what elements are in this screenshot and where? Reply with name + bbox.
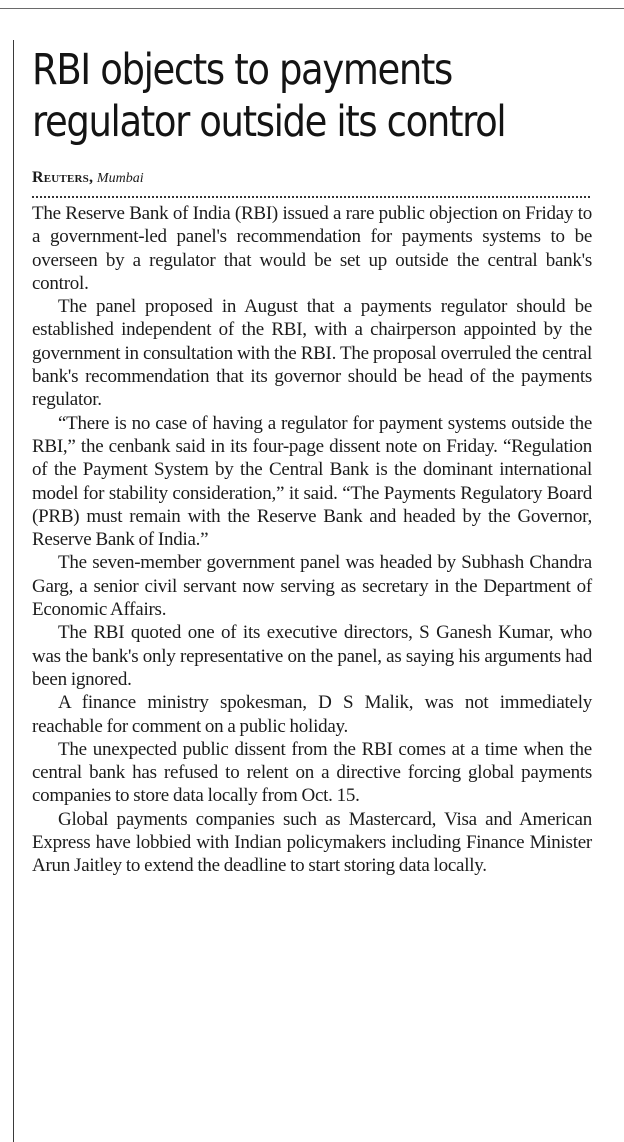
article-paragraph: The panel proposed in August that a payments regulator should be established independent of the RBI, with a chairperson appointed by the government in consultation with the RBI. The proposal overruled the central bank's recommendation that its governor should be head of the payments regulator. [32, 296, 592, 411]
article-paragraph: A finance ministry spokesman, D S Malik, was not immediately reachable for comment on a public holiday. [32, 692, 592, 737]
article-body [32, 202, 592, 878]
headline-line-2: regulator outside its control [32, 97, 506, 147]
headline [32, 44, 592, 148]
dotted-divider [32, 196, 590, 198]
byline [32, 169, 592, 188]
article-paragraph: The unexpected public dissent from the RBI comes at a time when the central bank has refused to relent on a directive forcing global payments companies to store data locally from Oct. 15. [32, 738, 592, 807]
article-paragraph: Global payments companies such as Mastercard, Visa and American Express have lobbied with Indian policymakers including Finance Minister Arun Jaitley to extend the deadline to start storing data locally. [32, 808, 592, 877]
article-paragraph: The seven-member government panel was headed by Subhash Chandra Garg, a senior civil servant now serving as secretary in the Department of Economic Affairs. [32, 552, 592, 621]
news-article [32, 44, 592, 878]
byline-location: Mumbai [96, 171, 144, 186]
article-paragraph: The RBI quoted one of its executive directors, S Ganesh Kumar, who was the bank's only representative on the panel, as saying his arguments had been ignored. [32, 622, 592, 690]
byline-agency: Reuters, [32, 169, 94, 186]
left-column-rule [13, 40, 14, 1142]
top-rule [0, 8, 624, 9]
article-paragraph: “There is no case of having a regulator for payment systems outside the RBI,” the cenbank said in its four-page dissent note on Friday. “Regulation of the Payment System by the Central Bank is the dominant international model for stability consideration,” it said. “The Payments Regulatory Board (PRB) must remain with the Reserve Bank and headed by the Governor, Reserve Bank of India.” [32, 412, 592, 551]
headline-line-1: RBI objects to payments [32, 45, 452, 95]
article-paragraph: The Reserve Bank of India (RBI) issued a rare public objection on Friday to a government-led panel's recommendation for payments systems to be overseen by a regulator that would be set up outside the central bank's control. [32, 203, 592, 294]
